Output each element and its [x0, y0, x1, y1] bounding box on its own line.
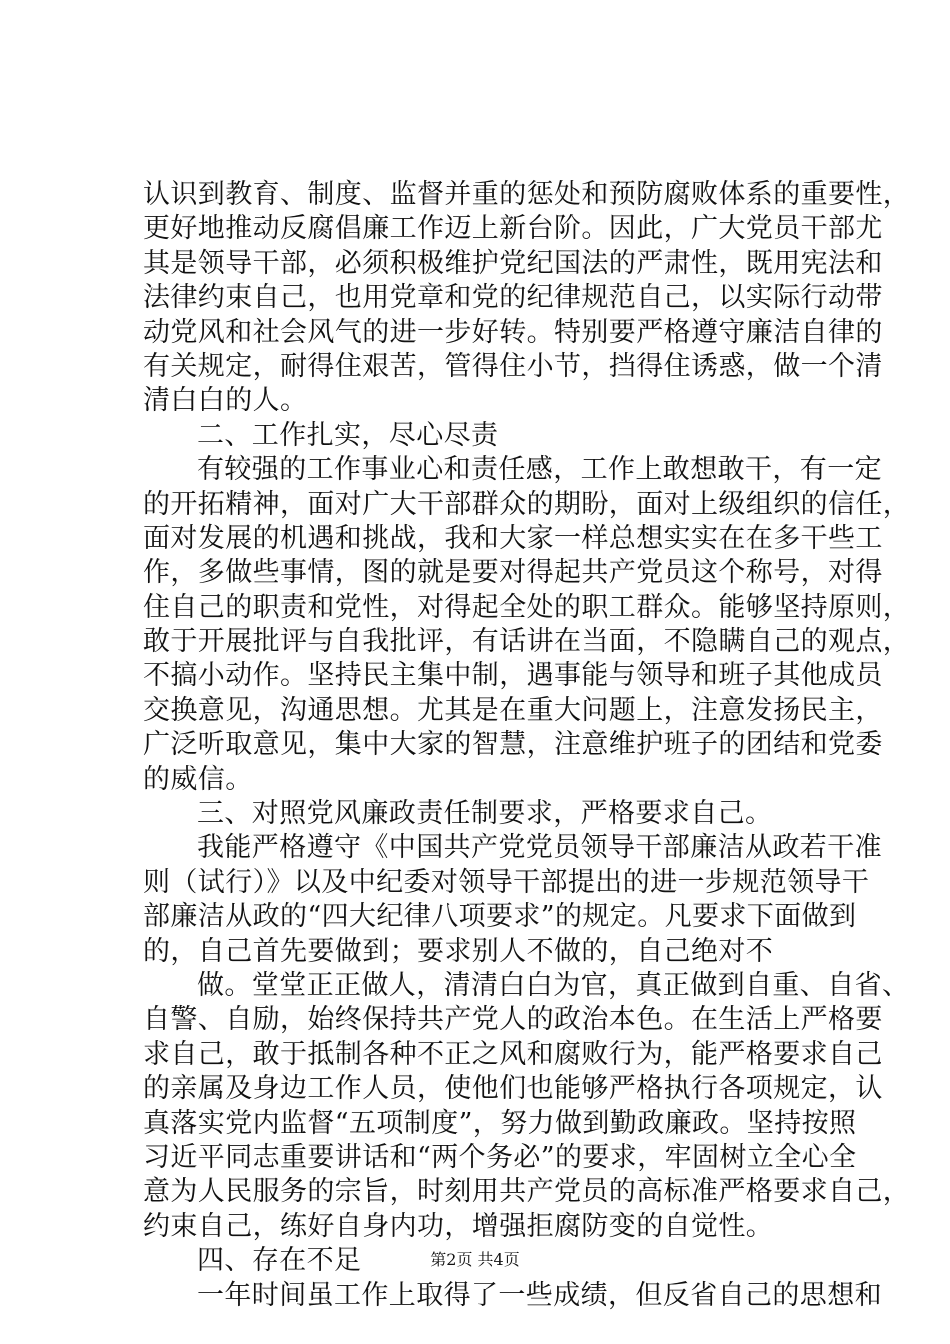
paragraph-line-indented: 二、工作扎实，尽心尽责 — [197, 419, 499, 451]
paragraph-line: 约束自己，练好自身内功，增强拒腐防变的自觉性。 — [143, 1210, 774, 1242]
paragraph-line: 的威信。 — [143, 763, 253, 795]
paragraph-line: 的亲属及身边工作人员，使他们也能够严格执行各项规定，认 — [143, 1073, 883, 1105]
paragraph-line: 交换意见，沟通思想。尤其是在重大问题上，注意发扬民主， — [143, 694, 883, 726]
paragraph-line-indented: 我能严格遵守《中国共产党党员领导干部廉洁从政若干准 — [197, 832, 882, 864]
paragraph-line: 动党风和社会风气的进一步好转。特别要严格遵守廉洁自律的 — [143, 316, 883, 348]
paragraph-line: 部廉洁从政的“四大纪律八项要求”的规定。凡要求下面做到 — [143, 901, 857, 933]
paragraph-line: 广泛听取意见，集中大家的智慧，注意维护班子的团结和党委 — [143, 729, 883, 761]
paragraph-line-indented: 做。堂堂正正做人，清清白白为官，真正做到自重、自省、 — [197, 969, 910, 1001]
paragraph-line: 有关规定，耐得住艰苦，管得住小节，挡得住诱惑，做一个清 — [143, 350, 883, 382]
paragraph-line: 的开拓精神，面对广大干部群众的期盼，面对上级组织的信任， — [143, 488, 911, 520]
paragraph-line: 面对发展的机遇和挑战，我和大家一样总想实实在在多干些工 — [143, 522, 883, 554]
paragraph-line: 法律约束自己，也用党章和党的纪律规范自己，以实际行动带 — [143, 282, 883, 314]
paragraph-line: 不搞小动作。坚持民主集中制，遇事能与领导和班子其他成员 — [143, 660, 883, 692]
paragraph-line-indented: 一年时间虽工作上取得了一些成绩，但反省自己的思想和 — [197, 1279, 882, 1311]
paragraph-line: 其是领导干部，必须积极维护党纪国法的严肃性，既用宪法和 — [143, 247, 883, 279]
paragraph-line: 作，多做些事情，图的就是要对得起共产党员这个称号，对得 — [143, 557, 883, 589]
paragraph-line: 认识到教育、制度、监督并重的惩处和预防腐败体系的重要性， — [143, 179, 911, 210]
paragraph-line: 更好地推动反腐倡廉工作迈上新台阶。因此，广大党员干部尤 — [143, 213, 883, 245]
paragraph-line: 清白白的人。 — [143, 385, 308, 417]
paragraph-line: 求自己，敢于抵制各种不正之风和腐败行为，能严格要求自己 — [143, 1038, 883, 1070]
paragraph-line: 习近平同志重要讲话和“两个务必”的要求，牢固树立全心全 — [143, 1141, 857, 1173]
paragraph-line: 意为人民服务的宗旨，时刻用共产党员的高标准严格要求自己， — [143, 1176, 911, 1208]
paragraph-line: 真落实党内监督“五项制度”，努力做到勤政廉政。坚持按照 — [143, 1107, 857, 1139]
paragraph-line: 敢于开展批评与自我批评，有话讲在当面，不隐瞒自己的观点， — [143, 626, 911, 658]
paragraph-line-indented: 四、存在不足 — [197, 1245, 362, 1277]
document-body — [143, 178, 911, 1313]
paragraph-line-indented: 三、对照党风廉政责任制要求，严格要求自己。 — [197, 798, 773, 830]
page-footer: 第2页 共4页 — [430, 1250, 520, 1269]
paragraph-line: 住自己的职责和党性，对得起全处的职工群众。能够坚持原则， — [143, 591, 911, 623]
paragraph-line: 则（试行）》以及中纪委对领导干部提出的进一步规范领导干 — [143, 866, 870, 898]
paragraph-line-indented: 有较强的工作事业心和责任感，工作上敢想敢干，有一定 — [197, 454, 882, 486]
paragraph-line: 的，自己首先要做到；要求别人不做的，自己绝对不 — [143, 935, 774, 967]
paragraph-line: 自警、自励，始终保持共产党人的政治本色。在生活上严格要 — [143, 1004, 883, 1036]
